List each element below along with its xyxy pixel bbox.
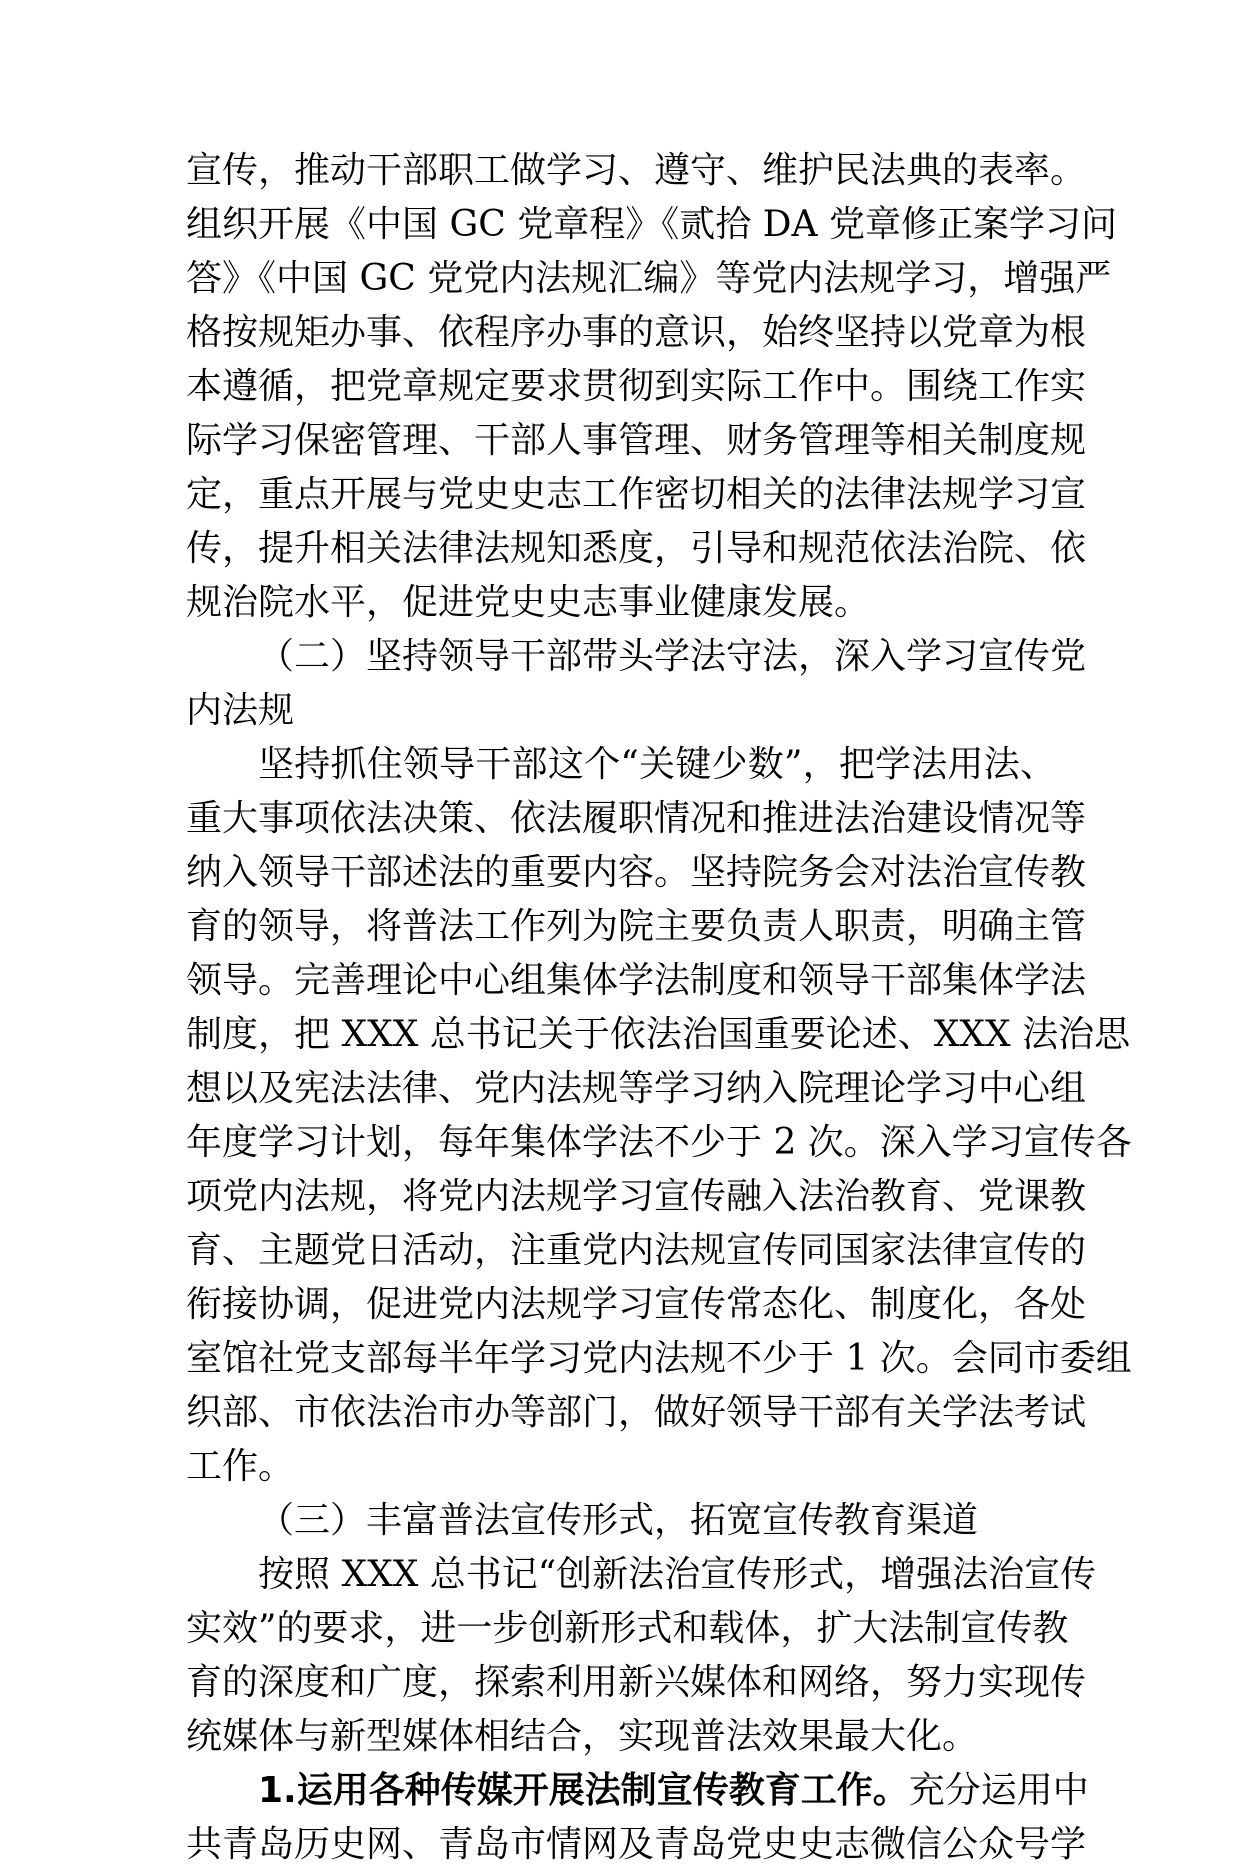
text-line: 育的领导，将普法工作列为院主要负责人职责，明确主管 xyxy=(186,906,1087,947)
text-line: 室馆社党支部每半年学习党内法规不少于 1 次。会同市委组 xyxy=(186,1338,1132,1379)
text-line: 制度，把 XXX 总书记关于依法治国重要论述、XXX 法治思 xyxy=(186,1014,1131,1055)
text-line: 坚持抓住领导干部这个“关键少数”，把学法用法、 xyxy=(258,744,1056,785)
text-line: 育的深度和广度，探索利用新兴媒体和网络，努力实现传 xyxy=(186,1662,1087,1703)
document-body xyxy=(186,144,1132,1872)
text-line: 宣传，推动干部职工做学习、遵守、维护民法典的表率。 xyxy=(186,150,1087,191)
text-line: 统媒体与新型媒体相结合，实现普法效果最大化。 xyxy=(186,1716,979,1757)
text-line: 织部、市依法治市办等部门，做好领导干部有关学法考试 xyxy=(186,1392,1087,1433)
text-line: 领导。完善理论中心组集体学法制度和领导干部集体学法 xyxy=(186,960,1087,1001)
text-line: 育、主题党日活动，注重党内法规宣传同国家法律宣传的 xyxy=(186,1230,1087,1271)
text-line: 际学习保密管理、干部人事管理、财务管理等相关制度规 xyxy=(186,420,1087,461)
subsection-heading-1: 1.运用各种传媒开展法制宣传教育工作。 xyxy=(258,1770,909,1811)
text-line: 年度学习计划，每年集体学法不少于 2 次。深入学习宣传各 xyxy=(186,1122,1132,1163)
text-line: 工作。 xyxy=(186,1446,295,1487)
text-line: 规治院水平，促进党史史志事业健康发展。 xyxy=(186,582,871,623)
text-line: 格按规矩办事、依程序办事的意识，始终坚持以党章为根 xyxy=(186,312,1087,353)
text-line: 答》《中国 GC 党党内法规汇编》等党内法规学习，增强严 xyxy=(186,258,1112,299)
subsection-text: 充分运用中 xyxy=(908,1770,1089,1811)
text-line: 纳入领导干部述法的重要内容。坚持院务会对法治宣传教 xyxy=(186,852,1087,893)
text-line: 本遵循，把党章规定要求贯彻到实际工作中。围绕工作实 xyxy=(186,366,1087,407)
text-line: 组织开展《中国 GC 党章程》《贰拾 DA 党章修正案学习问 xyxy=(186,204,1117,245)
text-line: 重大事项依法决策、依法履职情况和推进法治建设情况等 xyxy=(186,798,1087,839)
text-line: 共青岛历史网、青岛市情网及青岛党史史志微信公众号学 xyxy=(186,1824,1087,1865)
text-line: 定，重点开展与党史史志工作密切相关的法律法规学习宣 xyxy=(186,474,1087,515)
section-heading-2: （二）坚持领导干部带头学法守法，深入学习宣传党 xyxy=(258,636,1087,677)
text-line: 项党内法规，将党内法规学习宣传融入法治教育、党课教 xyxy=(186,1176,1087,1217)
text-line: 想以及宪法法律、党内法规等学习纳入院理论学习中心组 xyxy=(186,1068,1087,1109)
text-line: 实效”的要求，进一步创新形式和载体，扩大法制宣传教 xyxy=(186,1608,1069,1649)
text-line: 衔接协调，促进党内法规学习宣传常态化、制度化，各处 xyxy=(186,1284,1087,1325)
section-heading-2-cont: 内法规 xyxy=(186,690,295,731)
section-heading-3: （三）丰富普法宣传形式，拓宽宣传教育渠道 xyxy=(258,1500,979,1541)
subsection-line xyxy=(186,1764,1089,1818)
text-line: 传，提升相关法律法规知悉度，引导和规范依法治院、依 xyxy=(186,528,1087,569)
text-line: 按照 XXX 总书记“创新法治宣传形式，增强法治宣传 xyxy=(258,1554,1097,1595)
